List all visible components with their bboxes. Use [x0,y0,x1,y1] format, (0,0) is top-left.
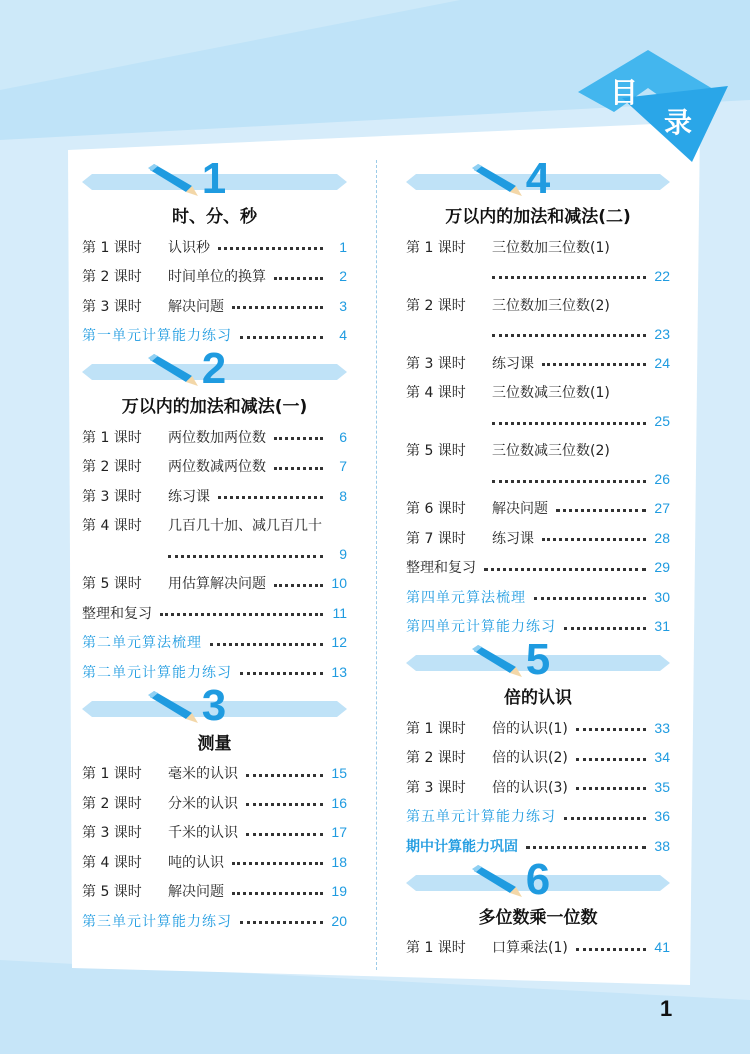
toc-entry[interactable] [82,511,347,569]
dot-leader [240,672,323,675]
toc-entry[interactable] [82,569,347,599]
dot-leader [534,597,646,600]
toc-entry[interactable] [82,452,347,482]
toc-entry[interactable] [82,598,347,628]
entry-topic: 期中计算能力巩固 [406,838,518,855]
toc-entry[interactable] [406,378,670,436]
page-number: 26 [654,471,670,487]
toc-entry[interactable] [406,348,670,378]
toc-entry[interactable] [406,553,670,583]
page-number: 22 [654,267,670,284]
unit-title: 万以内的加法和减法(二) [445,207,631,227]
dot-leader [576,948,646,951]
toc-badge [570,40,740,170]
page-number: 24 [654,354,670,371]
entry-topic: 三位数加三位数(2) [492,297,610,314]
toc-entry[interactable] [406,523,670,553]
dot-leader [274,437,323,440]
entry-topic: 倍的认识(3) [492,779,568,796]
dot-leader [274,584,323,587]
entry-topic: 时间单位的换算 [168,269,266,286]
unit-header [82,680,347,730]
entry-topic: 第四单元计算能力练习 [406,619,556,636]
entry-topic: 第三单元计算能力练习 [82,913,232,930]
page-number: 15 [331,765,347,782]
lesson-label: 第 5 课时 [406,443,466,459]
entry-topic: 第二单元计算能力练习 [82,664,232,681]
unit-number: 1 [201,154,227,203]
entry-topic: 千米的认识 [168,825,238,842]
unit-header [82,154,347,203]
page-number: 30 [654,588,670,605]
lesson-label: 第 7 课时 [406,530,466,547]
dot-leader [246,803,323,806]
toc-entry[interactable] [82,232,347,262]
toc-entry[interactable] [406,582,670,612]
page-number: 23 [654,325,670,342]
unit-header [82,344,347,393]
entry-topic: 第二单元算法梳理 [82,635,202,652]
page-number: 20 [331,912,347,929]
lesson-label: 第 2 课时 [406,297,466,314]
lesson-label: 第 2 课时 [82,459,142,476]
page-number: 7 [339,458,347,475]
badge-char-2: 录 [664,106,693,139]
page-number: 28 [654,529,670,546]
page-number: 38 [654,837,670,854]
badge-char-1: 目 [610,76,639,109]
dot-leader [542,363,646,366]
toc-entry[interactable] [82,847,347,877]
dot-leader [274,277,323,280]
dot-leader [210,643,323,646]
dot-leader [564,627,646,630]
page-number: 17 [331,824,347,841]
page-number: 8 [339,487,347,504]
entry-topic: 三位数减三位数(2) [492,443,610,459]
entry-topic: 第一单元计算能力练习 [82,328,232,345]
dot-leader [240,336,323,339]
entry-topic: 几百几十加、减几百几十 [168,518,322,534]
page-number: 1 [339,238,347,255]
dot-leader [576,728,646,731]
toc-entry[interactable] [406,436,670,494]
entry-topic: 整理和复习 [82,605,152,622]
toc-right-column [406,154,670,962]
entry-topic: 第四单元算法梳理 [406,589,526,606]
lesson-label: 第 5 课时 [82,576,142,593]
page-number: 36 [654,808,670,825]
footer-page-number: 1 [660,996,673,1021]
page-number: 2 [339,268,347,285]
lesson-label: 第 1 课时 [82,239,142,256]
toc-entry[interactable] [82,818,347,848]
toc-entry[interactable] [82,788,347,818]
entry-topic: 第五单元计算能力练习 [406,809,556,826]
page-number: 25 [654,413,670,429]
lesson-label: 第 3 课时 [406,355,466,372]
entry-topic: 毫米的认识 [168,766,238,783]
entry-topic: 分米的认识 [168,795,238,812]
lesson-label: 第 3 课时 [82,298,142,315]
toc-entry[interactable] [82,422,347,452]
toc-entry[interactable] [82,759,347,789]
entry-topic: 整理和复习 [406,560,476,577]
entry-topic: 用估算解决问题 [168,576,266,593]
page-number: 11 [332,604,347,621]
dot-leader [526,846,646,849]
dot-leader [492,334,646,337]
page-number: 4 [339,327,347,344]
dot-leader [232,306,323,309]
page-number: 34 [654,749,670,766]
entry-topic: 三位数减三位数(1) [492,385,610,401]
lesson-label: 第 4 课时 [82,854,142,871]
page-number: 35 [654,778,670,795]
unit-number: 4 [525,154,551,203]
entry-topic: 口算乘法(1) [492,940,568,957]
dot-leader [232,862,323,865]
dot-leader [232,892,323,895]
column-divider [376,160,377,970]
page-number: 13 [331,663,347,680]
unit-title: 多位数乘一位数 [478,907,598,928]
toc-entry[interactable] [406,232,670,290]
lesson-label: 第 6 课时 [406,501,466,518]
unit-number: 6 [525,854,551,904]
entry-topic: 倍的认识(1) [492,720,568,737]
lesson-label: 第 3 课时 [82,825,142,842]
page-number: 6 [339,428,347,445]
toc-entry[interactable] [82,877,347,907]
dot-leader [542,538,646,541]
dot-leader [246,774,323,777]
lesson-label: 第 4 课时 [82,518,142,534]
dot-leader [246,833,323,836]
dot-leader [492,276,646,279]
lesson-label: 第 1 课时 [82,429,142,446]
lesson-label: 第 2 课时 [406,750,466,767]
dot-leader [168,555,323,558]
dot-leader [576,787,646,790]
page-number: 33 [654,719,670,736]
entry-topic: 练习课 [492,530,534,547]
toc-entry[interactable] [82,628,347,658]
page-number: 29 [654,559,670,576]
page-number: 9 [339,546,347,562]
unit-number: 5 [525,635,551,684]
entry-topic: 三位数加三位数(1) [492,239,610,256]
entry-topic: 练习课 [168,488,210,505]
entry-topic: 两位数加两位数 [168,429,266,446]
dot-leader [240,921,323,924]
dot-leader [160,613,323,616]
lesson-label: 第 2 课时 [82,795,142,812]
lesson-label: 第 4 课时 [406,385,466,401]
page-number: 31 [654,618,670,635]
toc-entry[interactable] [406,743,670,773]
toc-entry[interactable] [406,290,670,348]
entry-topic: 认识秒 [168,239,210,256]
toc-entry[interactable] [82,481,347,511]
toc-entry[interactable] [406,772,670,802]
lesson-label: 第 3 课时 [406,779,466,796]
lesson-label: 第 5 课时 [82,884,142,901]
toc-entry[interactable] [82,291,347,321]
lesson-label: 第 1 课时 [82,766,142,783]
unit-header [406,635,670,684]
lesson-label: 第 1 课时 [406,720,466,737]
toc-entry[interactable] [82,906,347,936]
page-number: 27 [654,500,670,517]
page-number: 12 [331,634,347,651]
lesson-label: 第 2 课时 [82,269,142,286]
page-number: 41 [654,939,670,956]
dot-leader [218,247,323,250]
entry-topic: 两位数减两位数 [168,459,266,476]
unit-title: 倍的认识 [504,688,572,708]
lesson-label: 第 1 课时 [406,940,466,957]
entry-topic: 解决问题 [492,501,548,518]
entry-topic: 吨的认识 [168,854,224,871]
unit-number: 3 [201,680,227,730]
toc-entry[interactable] [82,262,347,292]
page-number: 18 [331,853,347,870]
toc-left-column [82,154,347,936]
entry-topic: 倍的认识(2) [492,750,568,767]
toc-entry[interactable] [406,494,670,524]
dot-leader [576,758,646,761]
unit-title: 测量 [197,733,232,754]
page-number: 19 [331,883,347,900]
lesson-label: 第 1 课时 [406,239,466,256]
entry-topic: 练习课 [492,355,534,372]
toc-entry[interactable] [406,713,670,743]
page-number: 10 [331,575,347,592]
toc-entry[interactable] [406,933,670,963]
unit-title: 万以内的加法和减法(一) [121,397,308,417]
page-number: 16 [331,794,347,811]
unit-title: 时、分、秒 [172,207,257,227]
dot-leader [492,480,646,483]
dot-leader [564,817,646,820]
lesson-label: 第 3 课时 [82,488,142,505]
dot-leader [556,509,646,512]
unit-header [406,854,670,904]
entry-topic: 解决问题 [168,884,224,901]
dot-leader [218,496,323,499]
unit-number: 2 [201,344,227,393]
unit-header [406,154,670,203]
toc-entry[interactable] [406,802,670,832]
page-number: 3 [339,297,347,314]
entry-topic: 解决问题 [168,298,224,315]
dot-leader [484,568,646,571]
dot-leader [274,467,323,470]
dot-leader [492,422,646,425]
